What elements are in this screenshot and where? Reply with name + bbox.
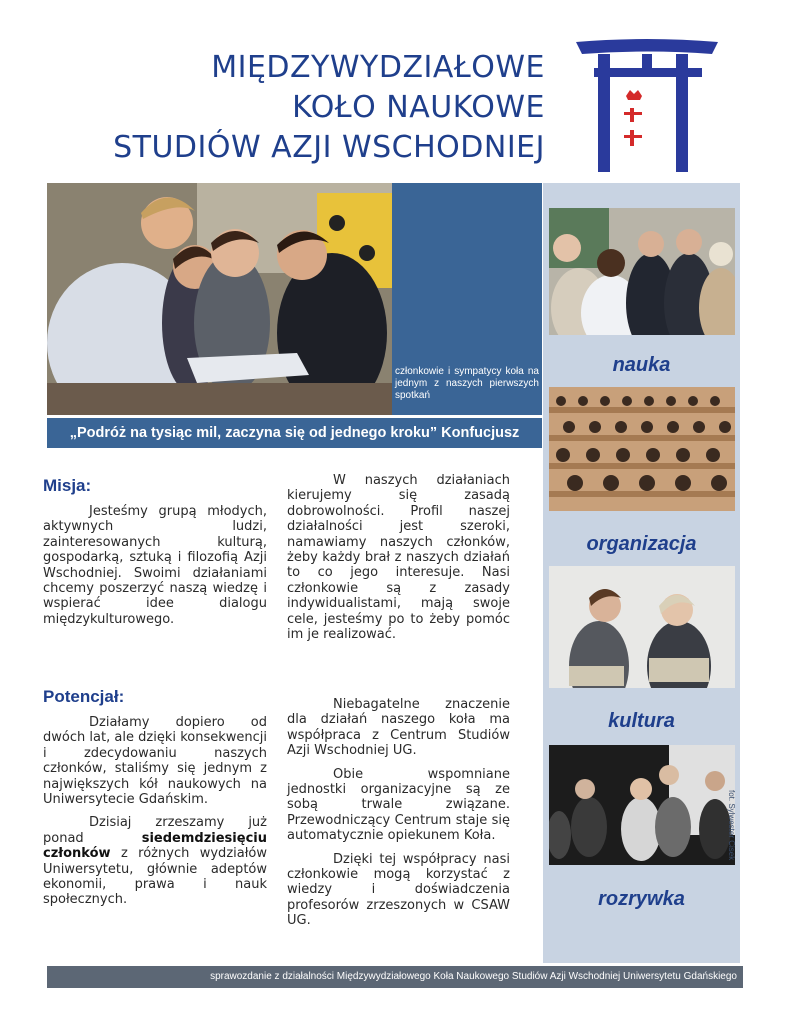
confucius-quote: „Podróż na tysiąc mil, zaczyna się od jednego kroku” Konfucjusz xyxy=(47,418,542,448)
category-kultura: kultura xyxy=(608,710,675,732)
principles-paragraph: W naszych działaniach kierujemy się zasadą dobrowolności. Profil naszej działalności jest szeroki, namawiamy naszych członków, żeby każdy brał z naszych działań to co jego interesuje. Nasi członkowie są z zasady indywidualistami, mają swoje cele, jesteśmy po to żeby pomóc im je realizować. xyxy=(287,473,510,643)
title-line-2: KOŁO NAUKOWE xyxy=(292,90,545,125)
category-nauka: nauka xyxy=(612,354,671,376)
footer-text: sprawozdanie z działalności Międzywydziałowego Koła Naukowego Studiów Azji Wschodniej Uniwersytetu Gdańskiego xyxy=(210,971,737,982)
rozrywka-photo xyxy=(549,745,735,865)
mission-text: Jesteśmy grupą młodych, aktywnych ludzi, zainteresowanych kulturą, gospodarką, sztuką i filozofią Azji Wschodniej. Swoimi działaniami chcemy poszerzyć naszą wiedzę i wspierać idee dialogu międzykulturowego. xyxy=(43,504,267,627)
category-rozrywka: rozrywka xyxy=(598,888,685,910)
potential-text xyxy=(43,715,267,916)
photo-caption: członkowie i sympatycy koła na jednym z naszych pierwszych spotkań xyxy=(395,366,539,401)
organizacja-photo xyxy=(549,387,735,511)
title-line-3: STUDIÓW AZJI WSCHODNIEJ xyxy=(113,130,545,165)
torii-gate-icon xyxy=(572,34,722,174)
kultura-photo xyxy=(549,566,735,688)
members-photo xyxy=(47,183,392,415)
mission-heading: Misja: xyxy=(43,476,92,495)
potential-paragraph-1: Działamy dopiero od dwóch lat, ale dzięki konsekwencji i zdecydowaniu naszych członków, staliśmy się jednym z największych kół naukowych na Uniwersytecie Gdańskim. xyxy=(43,715,267,808)
title-line-1: MIĘDZYWYDZIAŁOWE xyxy=(211,50,545,85)
footer-bar xyxy=(47,966,743,988)
photo-credit: fot. Sylwester Cisek xyxy=(727,790,736,861)
potential-paragraph-2: Dzisiaj zrzeszamy już ponad siedemdziesięciu członków z różnych wydziałów Uniwersytetu, głównie adeptów ekonomii, prawa i nauk społecznych. xyxy=(43,815,267,908)
members-count: siedemdziesięciu członków xyxy=(43,830,267,862)
units-paragraph: Obie wspomniane jednostki organizacyjne są ze sobą trwale związane. Przewodniczący Centrum staje się automatycznie opiekunem Koła. xyxy=(287,766,510,844)
category-organizacja: organizacja xyxy=(586,533,697,555)
cooperation-paragraph: Niebagatelne znaczenie dla działań naszego koła ma współpraca z Centrum Studiów Azji Wschodniej UG. xyxy=(287,697,510,759)
middle-column-top xyxy=(287,473,510,650)
potential-heading: Potencjał: xyxy=(43,687,125,706)
benefits-paragraph: Dzięki tej współpracy nasi członkowie mogą korzystać z wiedzy i doświadczenia profesorów zrzeszonych w CSAW UG. xyxy=(287,851,510,929)
nauka-photo xyxy=(549,208,735,335)
middle-column-bottom xyxy=(287,697,510,937)
